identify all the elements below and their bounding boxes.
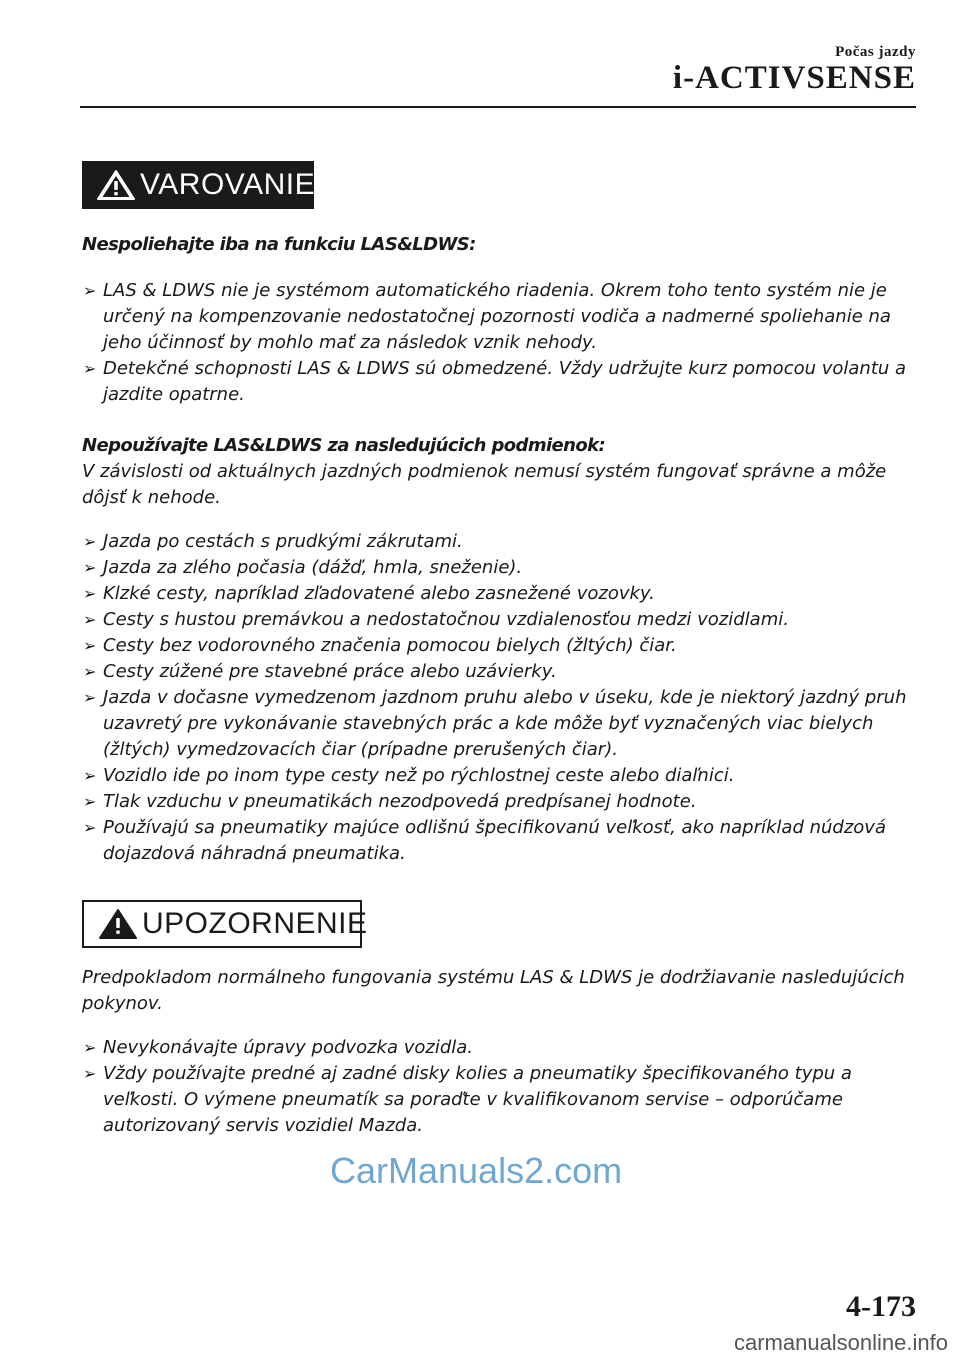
- warning-heading-2: Nepoužívajte LAS&LDWS za nasledujúcich podmienok:: [82, 435, 606, 456]
- list-item: ➢ Používajú sa pneumatiky majúce odlišnú špecifikovanú veľkosť, ako napríklad núdzová dojazdová náhradná pneumatika.: [83, 817, 886, 864]
- warning-label-text: VAROVANIE: [140, 168, 316, 201]
- bullet-arrow-icon: ➢: [83, 584, 97, 603]
- bullet-arrow-icon: ➢: [83, 1038, 97, 1057]
- bullet-arrow-icon: ➢: [83, 662, 97, 681]
- list-item: ➢ Vždy používajte predné aj zadné disky kolies a pneumatiky špecifikovaného typu a veľkosti. O výmene pneumatík sa poraďte v kvalifikovanom servise – odporúčame autorizovaný servis vozidiel Mazda.: [83, 1063, 852, 1136]
- caution-label-text: UPOZORNENIE: [142, 907, 368, 940]
- bullet-arrow-icon: ➢: [83, 688, 97, 707]
- list-item: ➢ Jazda v dočasne vymedzenom jazdnom pruhu alebo v úseku, kde je niektorý jazdný pruh uzavretý pre vykonávanie stavebných prác a kde môže byť vyznačených viac bielych (žltých) vymedzovacích čiar (prípadne prerušených čiar).: [83, 687, 907, 760]
- list-item: ➢ Cesty s hustou premávkou a nedostatočnou vzdialenosťou medzi vozidlami.: [82, 607, 918, 633]
- list-item: ➢ LAS & LDWS nie je systémom automatického riadenia. Okrem toho tento systém nie je určený na kompenzovanie nedostatočnej pozornosti vodiča a nadmerné spoliehanie na jeho účinnosť by mohlo mať za následok vznik nehody.: [83, 280, 891, 353]
- chapter-title: i-ACTIVSENSE: [672, 60, 916, 96]
- list-item: ➢ Jazda po cestách s prudkými zákrutami.: [82, 529, 918, 555]
- bullet-arrow-icon: ➢: [83, 766, 97, 785]
- list-item: ➢ Klzké cesty, napríklad zľadovatené alebo zasnežené vozovky.: [82, 581, 918, 607]
- list-item: ➢ Nevykonávajte úpravy podvozka vozidla.: [82, 1035, 918, 1061]
- warning-section-1: [82, 232, 918, 408]
- warning-triangle-icon: [96, 169, 136, 201]
- warning-list-1: [82, 278, 918, 408]
- list-item: ➢ Cesty bez vodorovného značenia pomocou bielych (žltých) čiar.: [82, 633, 918, 659]
- warning-triangle-icon: [98, 908, 138, 940]
- warning-section-2: [82, 433, 918, 867]
- bullet-arrow-icon: ➢: [83, 610, 97, 629]
- bullet-arrow-icon: ➢: [83, 359, 97, 378]
- bullet-arrow-icon: ➢: [83, 792, 97, 811]
- section-name: Počas jazdy: [835, 44, 916, 60]
- caution-list: [82, 1035, 918, 1139]
- watermark: CarManuals2.com: [330, 1150, 623, 1191]
- caution-label: [82, 900, 368, 948]
- footer-site: carmanualsonline.info: [733, 1330, 948, 1355]
- bullet-arrow-icon: ➢: [83, 636, 97, 655]
- list-item: ➢ Detekčné schopnosti LAS & LDWS sú obmedzené. Vždy udržujte kurz pomocou volantu a jazdite opatrne.: [83, 358, 907, 405]
- bullet-arrow-icon: ➢: [83, 818, 97, 837]
- warning-heading-1: Nespoliehajte iba na funkciu LAS&LDWS:: [82, 234, 476, 255]
- warning-intro-2: V závislosti od aktuálnych jazdných podmienok nemusí systém fungovať správne a môže dôjsť k nehode.: [82, 461, 887, 508]
- warning-label: [82, 161, 314, 209]
- list-item: ➢ Tlak vzduchu v pneumatikách nezodpovedá predpísanej hodnote.: [82, 789, 918, 815]
- bullet-arrow-icon: ➢: [83, 1064, 97, 1083]
- bullet-arrow-icon: ➢: [83, 558, 97, 577]
- warning-list-2: [82, 529, 918, 867]
- list-item: ➢ Vozidlo ide po inom type cesty než po rýchlostnej ceste alebo diaľnici.: [82, 763, 918, 789]
- caution-intro: Predpokladom normálneho fungovania systému LAS & LDWS je dodržiavanie nasledujúcich pokynov.: [82, 967, 905, 1014]
- list-item: ➢ Cesty zúžené pre stavebné práce alebo uzávierky.: [82, 659, 918, 685]
- bullet-arrow-icon: ➢: [83, 532, 97, 551]
- list-item: ➢ Jazda za zlého počasia (dážď, hmla, sneženie).: [82, 555, 918, 581]
- page-number: 4-173: [846, 1290, 916, 1323]
- header-rule: [80, 106, 916, 108]
- bullet-arrow-icon: ➢: [83, 281, 97, 300]
- caution-section: [82, 965, 918, 1139]
